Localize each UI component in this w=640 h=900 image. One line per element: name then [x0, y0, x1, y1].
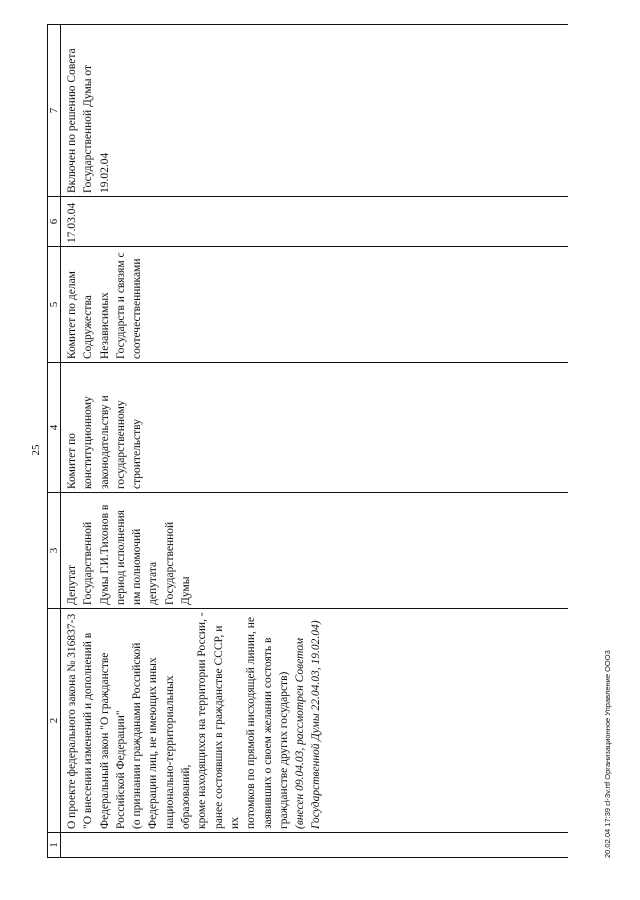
co-committee-cell: Комитет по делам Содружества Независимых Государств и связям с соотечественниками — [62, 247, 568, 363]
note-cell: Включен по решению Совета Государственной Думы от 19.02.04 — [62, 25, 568, 197]
column-number: 2 — [48, 609, 61, 833]
column-number: 4 — [48, 363, 61, 493]
bill-status-note: Государственной Думы 22.04.03, 19.02.04) — [310, 620, 323, 829]
column-number-row — [48, 25, 61, 858]
bills-table — [47, 24, 568, 858]
initiator-cell: Депутат Государственной Думы Г.И.Тихонов в период исполнения им полномочий депутата Государственной Думы — [62, 493, 568, 609]
date-cell: 17.03.04 — [62, 197, 568, 247]
document-footer: 20.02.04 17:39 cl-3v.rtf Организационное Управление ООО3 — [603, 650, 612, 858]
table-row — [62, 25, 568, 858]
column-number: 5 — [48, 247, 61, 363]
bill-title-line: кроме находящихся на территории России, - — [196, 612, 209, 829]
page-number: 25 — [30, 444, 42, 456]
bill-title-line: О проекте федерального закона № 316837-3 — [66, 613, 78, 829]
bill-title-line: потомков по прямой нисходящей линии, не — [245, 616, 258, 829]
column-number: 7 — [48, 25, 61, 197]
bill-status-note: (внесен 09.04.03, рассмотрен Советом — [294, 637, 307, 829]
bill-title-line: национально-территориальных образований, — [163, 675, 193, 829]
bill-title-line: (о признании гражданами Российской — [131, 642, 144, 829]
column-number: 1 — [48, 833, 61, 858]
bill-title-line: Российской Федерации" — [114, 710, 127, 829]
column-number: 3 — [48, 493, 61, 609]
bill-title-line: "О внесении изменений и дополнений в — [82, 632, 95, 829]
responsible-committee-cell: Комитет по конституционному законодательству и государственному строительству — [62, 363, 568, 493]
row-number-cell — [62, 833, 568, 858]
bill-title-line: Федеральный закон "О гражданстве — [98, 652, 111, 829]
bill-title-line: гражданстве других государств) — [277, 671, 290, 829]
bill-title-line: заявивших о своем желании состоять в — [261, 637, 274, 829]
bill-title-cell — [62, 609, 568, 833]
bill-title-line: Федерации лиц, не имеющих иных — [147, 657, 160, 829]
rotated-page — [20, 15, 620, 885]
bill-title-line: ранее состоявших в гражданстве СССР, и их — [212, 625, 241, 829]
column-number: 6 — [48, 197, 61, 247]
